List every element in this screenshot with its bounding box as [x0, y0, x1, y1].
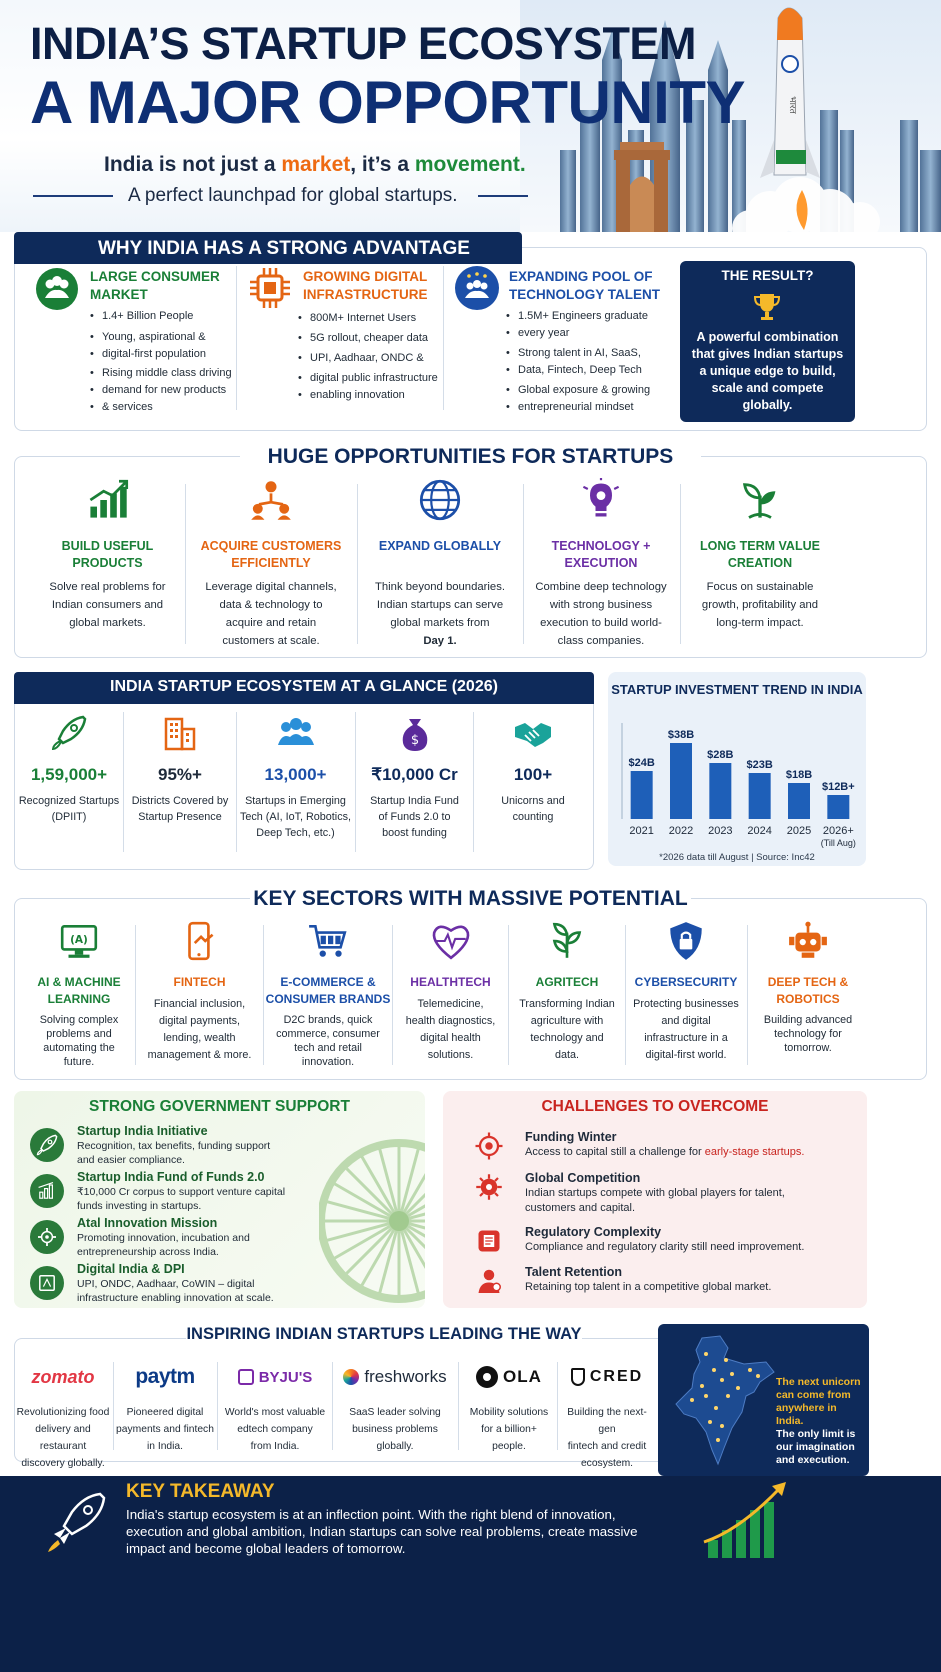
startup-card: [333, 1362, 457, 1455]
text-line: health diagnostics,: [405, 1015, 496, 1027]
government-title: STRONG GOVERNMENT SUPPORT: [89, 1098, 350, 1115]
text-line: globally.: [376, 1441, 414, 1452]
text-line: technology and: [530, 1032, 604, 1044]
stat-value: ₹10,000 Cr: [371, 765, 458, 784]
text-line: Mobility solutions: [469, 1407, 549, 1418]
text-line: ₹10,000 Cr corpus to support venture capital: [77, 1186, 286, 1198]
fund-growth-icon: [35, 1179, 59, 1203]
gov-item-icon: [30, 1266, 64, 1300]
glance-stat: [474, 713, 592, 825]
challenge-title: Regulatory Complexity: [525, 1225, 662, 1239]
text-line: problems and: [46, 1028, 112, 1040]
text-line: management & more.: [147, 1049, 252, 1061]
chart-tick-label: 2026+: [822, 825, 854, 837]
buildings-icon: [160, 713, 200, 753]
glance-stat: [356, 713, 473, 841]
startup-desc: [114, 1404, 216, 1455]
divider: [443, 266, 444, 410]
hero-banner: [0, 0, 941, 232]
startup-desc: [333, 1404, 457, 1455]
glance-stat: [16, 713, 122, 825]
ai-monitor-icon: [58, 920, 100, 962]
chart-data-label: $12B+: [821, 781, 855, 793]
divider: [236, 712, 237, 852]
chart-title: STARTUP INVESTMENT TREND IN INDIA: [611, 682, 863, 697]
ola-mark-icon: [476, 1366, 498, 1388]
startup-logo: zomato: [31, 1366, 95, 1387]
challenge-title: Funding Winter: [525, 1130, 617, 1144]
plant-icon: [546, 920, 588, 962]
takeaway-text: India's startup ecosystem is at an inflection point. With the right blend of innovation, execution and global ambition, Indian startups can solve real problems, create massive impact and become global leaders of tomorrow.: [126, 1507, 638, 1556]
sector-title: HEALTHTECH: [410, 975, 491, 989]
challenge-desc: Access to capital still a challenge for early-stage startups.: [525, 1146, 805, 1158]
text-line: edtech company: [237, 1424, 313, 1435]
text-line: Unicorns and: [501, 795, 565, 807]
text-line: innovation.: [301, 1056, 355, 1068]
stat-value: 95%+: [158, 765, 202, 784]
text-line: SaaS leader solving: [349, 1407, 441, 1418]
sector-title: CYBERSECURITY: [634, 975, 738, 989]
text-line: data.: [554, 1049, 579, 1061]
stat-value: 13,000+: [264, 765, 327, 784]
divider: [332, 1362, 333, 1450]
hero-subtitle: India is not just a market, it’s a movement.: [104, 153, 526, 176]
sector-desc: [393, 996, 508, 1064]
text-line: Tech (AI, IoT, Robotics,: [239, 811, 351, 823]
shield-lock-icon: [665, 920, 707, 962]
opportunity-item: [523, 478, 679, 650]
glance-stat: [124, 713, 236, 825]
divider: [625, 925, 626, 1065]
text-line: tech and retail: [294, 1042, 362, 1054]
text-line: Protecting businesses: [633, 998, 739, 1010]
freshworks-mark-icon: [343, 1369, 359, 1385]
text-line: infrastructure in a: [644, 1032, 728, 1044]
startup-logo: BYJU'S: [219, 1362, 331, 1392]
glance-title: INDIA STARTUP ECOSYSTEM AT A GLANCE (2026): [14, 672, 594, 704]
gov-item: [77, 1124, 317, 1167]
opportunity-item: [30, 478, 185, 632]
divider: [473, 712, 474, 852]
gov-item-title: Digital India & DPI: [77, 1262, 185, 1276]
stat-label: [474, 793, 592, 825]
startup-card: [459, 1362, 559, 1455]
divider: [747, 925, 748, 1065]
divider: [557, 1362, 558, 1450]
adv-col3-title: EXPANDING POOL OF TECHNOLOGY TALENT: [509, 269, 660, 302]
sector-desc: [24, 1013, 134, 1069]
rocket-icon: [44, 1488, 110, 1554]
text-line: Pioneered digital: [126, 1407, 204, 1418]
svg-text:भारत: भारत: [788, 96, 798, 114]
challenge-item: [525, 1130, 855, 1160]
text-line: digital-first world.: [645, 1049, 727, 1061]
divider: [263, 925, 264, 1065]
sector-desc: [626, 996, 746, 1064]
digital-chip-icon: [35, 1271, 59, 1295]
shopping-cart-icon: [307, 920, 349, 962]
sector-title: FINTECH: [173, 975, 226, 989]
adv-col2-title: GROWING DIGITAL INFRASTRUCTURE: [303, 269, 428, 302]
text-line: Revolutionizing food: [16, 1407, 110, 1418]
innovation-gear-icon: [35, 1225, 59, 1249]
adv-col1-title: LARGE CONSUMER MARKET: [90, 269, 220, 302]
text-line: discovery globally.: [21, 1458, 105, 1469]
text-line: Recognition, tax benefits, funding support: [77, 1140, 271, 1152]
startup-logo: paytm: [135, 1365, 195, 1388]
funding-winter-icon: [474, 1131, 504, 1161]
sector-item: [264, 920, 392, 1069]
startup-desc: [219, 1404, 331, 1455]
text-line: fintech and credit: [567, 1441, 647, 1452]
startup-logo: CRED: [560, 1362, 654, 1392]
opportunity-desc: Leverage digital channels, data & technology to acquire and retain customers at scale.: [205, 581, 337, 647]
text-line: for a billion+: [481, 1424, 537, 1435]
chart-bar: [788, 783, 810, 819]
text-line: from India.: [250, 1441, 300, 1452]
growth-chart-icon: [86, 478, 130, 522]
gov-item: [77, 1170, 317, 1213]
gov-item-icon: [30, 1220, 64, 1254]
text-line: Transforming Indian: [519, 998, 615, 1010]
divider: [357, 484, 358, 644]
opportunity-desc: Combine deep technology with strong business execution to build world- class companies.: [535, 581, 667, 647]
global-competition-icon: [474, 1172, 504, 1202]
sector-desc: [264, 1013, 392, 1069]
text-line: ecosystem.: [580, 1458, 634, 1469]
gov-item-icon: [30, 1128, 64, 1162]
talent-retention-icon: [474, 1266, 504, 1296]
stat-value: 1,59,000+: [30, 765, 108, 784]
text-line: people.: [492, 1441, 526, 1452]
divider: [185, 484, 186, 644]
text-line: tomorrow.: [784, 1042, 832, 1054]
chart-data-label: $18B: [785, 769, 813, 781]
startup-desc: [459, 1404, 559, 1455]
chart-data-label: $28B: [707, 749, 734, 761]
text-line: counting: [512, 811, 554, 823]
sprout-icon: [738, 478, 782, 522]
text-line: (DPIIT): [51, 811, 87, 823]
divider: [680, 484, 681, 644]
divider: [217, 1362, 218, 1450]
opportunity-desc: Think beyond boundaries. Indian startups can serve global markets from Day 1.: [374, 581, 505, 647]
glance-stat: [237, 713, 354, 841]
gov-item-title: Startup India Fund of Funds 2.0: [77, 1170, 265, 1184]
startup-desc: [560, 1404, 654, 1472]
chart-bar: [631, 771, 653, 819]
customers-network-icon: [249, 478, 293, 522]
stat-value: 100+: [513, 765, 553, 784]
opportunity-title: EXPAND GLOBALLY: [378, 539, 502, 553]
text-line: funds investing in startups.: [77, 1200, 202, 1212]
chart-bar: [749, 773, 771, 819]
sector-item: [626, 920, 746, 1064]
globe-icon: [418, 478, 462, 522]
text-line: UPI, ONDC, Aadhaar, CoWIN – digital: [77, 1278, 255, 1290]
result-title: THE RESULT?: [721, 268, 814, 283]
divider: [508, 925, 509, 1065]
startup-card: [560, 1362, 654, 1472]
text-line: Startups in Emerging: [245, 795, 346, 807]
ashoka-chakra-icon: [319, 1121, 425, 1308]
map-text: The next unicorn can come from anywhere in India. The only limit is our imagination and execution.: [776, 1376, 861, 1466]
chart-tick-label: 2022: [668, 825, 694, 837]
lightbulb-gear-icon: [579, 478, 623, 522]
text-line: digital health: [420, 1032, 481, 1044]
opportunity-title: ACQUIRE CUSTOMERS EFFICIENTLY: [200, 539, 342, 570]
chart-bar: [670, 743, 692, 819]
text-line: boost funding: [382, 827, 447, 839]
text-line: in India.: [146, 1441, 184, 1452]
startup-desc: [14, 1404, 112, 1472]
opportunity-desc: Focus on sustainable growth, profitability and long-term impact.: [701, 581, 819, 629]
gov-item-desc: [77, 1277, 317, 1305]
sector-title: AI & MACHINE LEARNING: [37, 975, 121, 1006]
text-line: entrepreneurship across India.: [77, 1246, 219, 1258]
challenge-item: [525, 1225, 855, 1255]
svg-text:$: $: [410, 733, 419, 748]
chart-tick-label: 2025: [786, 825, 812, 837]
map-panel: [658, 1324, 869, 1476]
chart-footnote: *2026 data till August | Source: Inc42: [659, 852, 815, 863]
hero-title-line1: INDIA’S STARTUP ECOSYSTEM: [30, 18, 696, 69]
hero-divider-right: [478, 195, 528, 197]
india-gate-icon: [614, 142, 670, 232]
growth-chart-icon: [700, 1480, 796, 1560]
chip-icon: [248, 266, 292, 310]
chart-tick-note: (Till Aug): [820, 838, 856, 848]
india-map-icon: [662, 1330, 782, 1470]
challenges-title: CHALLENGES TO OVERCOME: [541, 1098, 769, 1115]
text-line: Deep Tech, etc.): [256, 827, 335, 839]
divider: [113, 1362, 114, 1450]
text-line: and digital: [661, 1015, 711, 1027]
inspiring-title: INSPIRING INDIAN STARTUPS LEADING THE WAY: [186, 1323, 582, 1347]
hero-divider-left: [33, 195, 113, 197]
trophy-icon: [752, 291, 782, 323]
people-icon: [36, 268, 78, 310]
text-line: solutions.: [427, 1049, 474, 1061]
advantage-title: WHY INDIA HAS A STRONG ADVANTAGE: [14, 232, 522, 264]
text-line: of Funds 2.0 to: [378, 811, 451, 823]
heart-pulse-icon: [430, 920, 472, 962]
text-line: Districts Covered by: [131, 795, 229, 807]
chart-tick-label: 2024: [747, 825, 772, 837]
chart-tick-label: 2021: [629, 825, 654, 837]
divider: [135, 925, 136, 1065]
text-line: delivery and restaurant: [35, 1424, 91, 1452]
stat-label: [356, 793, 473, 841]
gov-item-desc: [77, 1139, 317, 1167]
sector-desc: [748, 1013, 868, 1055]
chart-data-label: $38B: [667, 729, 695, 741]
text-line: agriculture with: [530, 1015, 604, 1027]
startup-logo: freshworks: [333, 1362, 457, 1392]
challenge-desc: Compliance and regulatory clarity still need improvement.: [525, 1241, 805, 1253]
gov-item-icon: [30, 1174, 64, 1208]
challenge-desc: Indian startups compete with global players for talent, customers and capital.: [525, 1187, 785, 1214]
text-line: Building the next-gen: [567, 1407, 647, 1435]
sector-item: [24, 920, 134, 1069]
chart-data-label: $23B: [746, 759, 773, 771]
divider: [355, 712, 356, 852]
sector-item: [748, 920, 868, 1055]
opportunity-title: BUILD USEFUL PRODUCTS: [61, 539, 154, 570]
rocket-icon: [49, 713, 89, 753]
divider: [458, 1362, 459, 1450]
hero-tagline: A perfect launchpad for global startups.: [128, 185, 458, 206]
text-line: payments and fintech: [116, 1424, 214, 1435]
startup-logo: OLA: [459, 1362, 559, 1392]
rocket-icon: [35, 1133, 59, 1157]
text-line: World's most valuable: [224, 1407, 326, 1418]
sectors-title: KEY SECTORS WITH MASSIVE POTENTIAL: [250, 885, 691, 913]
opportunity-item: [186, 478, 356, 650]
investment-chart: [608, 715, 866, 855]
gov-item-desc: [77, 1185, 317, 1213]
takeaway-title: KEY TAKEAWAY: [126, 1481, 275, 1502]
sector-title: E-COMMERCE & CONSUMER BRANDS: [265, 975, 391, 1006]
sector-item: [509, 920, 625, 1064]
challenge-title: Global Competition: [525, 1171, 641, 1185]
chart-tick-label: 2023: [708, 825, 733, 837]
text-line: Building advanced: [763, 1014, 853, 1026]
text-line: digital payments,: [158, 1015, 241, 1027]
sector-title: DEEP TECH & ROBOTICS: [767, 975, 849, 1006]
cred-shield-icon: [571, 1368, 585, 1386]
opportunity-title: TECHNOLOGY + EXECUTION: [551, 539, 651, 570]
text-line: technology for: [774, 1028, 842, 1040]
challenge-desc: Retaining top talent in a competitive global market.: [525, 1281, 772, 1293]
text-line: lending, wealth: [163, 1032, 236, 1044]
stat-label: [124, 793, 236, 825]
text-line: Startup Presence: [138, 811, 222, 823]
chart-data-label: $24B: [628, 757, 655, 769]
divider: [123, 712, 124, 852]
opportunity-desc: Solve real problems for Indian consumers and global markets.: [49, 581, 166, 629]
gov-item-title: Startup India Initiative: [77, 1124, 208, 1138]
gov-item: [77, 1262, 317, 1305]
startup-card: [14, 1362, 112, 1472]
text-line: D2C brands, quick: [283, 1014, 373, 1026]
opportunity-item: [357, 478, 523, 650]
challenge-item: [525, 1171, 855, 1216]
text-line: automating the: [43, 1042, 115, 1054]
robot-icon: [787, 920, 829, 962]
startup-card: [114, 1362, 216, 1455]
stat-label: [16, 793, 122, 825]
text-line: Telemedicine,: [417, 998, 484, 1010]
text-line: future.: [63, 1056, 95, 1068]
sector-item: [136, 920, 263, 1064]
team-icon: [276, 713, 316, 753]
handshake-icon: [513, 713, 553, 753]
chart-bar: [827, 795, 849, 819]
adv-col2-list: • 800M+ Internet Users • 5G rollout, cheaper data • UPI, Aadhaar, ONDC & • digital public infrastructure • enabling innovation: [298, 310, 448, 404]
gov-item-desc: [77, 1231, 317, 1259]
text-line: Solving complex: [39, 1014, 119, 1026]
text-line: commerce, consumer: [276, 1028, 380, 1040]
challenge-item: [525, 1265, 855, 1295]
opportunity-item: [680, 478, 840, 632]
adv-col1-list: • 1.4+ Billion People • Young, aspirational & • digital-first population • Rising middle class driving • demand for new products • & services: [90, 308, 240, 416]
result-text: A powerful combination that gives Indian startups a unique edge to build, scale and compete globally.: [691, 330, 844, 412]
sector-title: AGRITECH: [535, 975, 599, 989]
divider: [523, 484, 524, 644]
sector-desc: [509, 996, 625, 1064]
sector-item: [393, 920, 508, 1064]
text-line: business problems: [352, 1424, 438, 1435]
stat-label: [237, 793, 354, 841]
text-line: Startup India Fund: [370, 795, 459, 807]
divider: [236, 266, 237, 410]
text-line: Promoting innovation, incubation and: [77, 1232, 250, 1244]
challenge-title: Talent Retention: [525, 1265, 622, 1279]
sector-desc: [136, 996, 263, 1064]
chart-bar: [709, 763, 731, 819]
text-line: and easier compliance.: [77, 1154, 185, 1166]
mobile-payment-icon: [179, 920, 221, 962]
opportunities-title: HUGE OPPORTUNITIES FOR STARTUPS: [240, 443, 701, 471]
text-line: Recognized Startups: [18, 795, 120, 807]
money-bag-icon: [395, 713, 435, 753]
talent-icon: [455, 266, 499, 310]
text-line: infrastructure enabling innovation at scale.: [77, 1292, 274, 1304]
regulation-icon: [474, 1226, 504, 1256]
adv-col3-list: • 1.5M+ Engineers graduate • every year • Strong talent in AI, SaaS, • Data, Fintech, Deep Tech • Global exposure & growing • entrepreneurial mindset: [506, 308, 666, 416]
svg-text:(A): (A): [70, 934, 88, 947]
byjus-mark-icon: [238, 1369, 254, 1385]
gov-item: [77, 1216, 317, 1259]
divider: [392, 925, 393, 1065]
hero-title-line2: A MAJOR OPPORTUNITY: [30, 69, 745, 136]
opportunity-title: LONG TERM VALUE CREATION: [700, 539, 820, 570]
startup-card: [219, 1362, 331, 1455]
gov-item-title: Atal Innovation Mission: [77, 1216, 218, 1230]
text-line: Financial inclusion,: [153, 998, 246, 1010]
